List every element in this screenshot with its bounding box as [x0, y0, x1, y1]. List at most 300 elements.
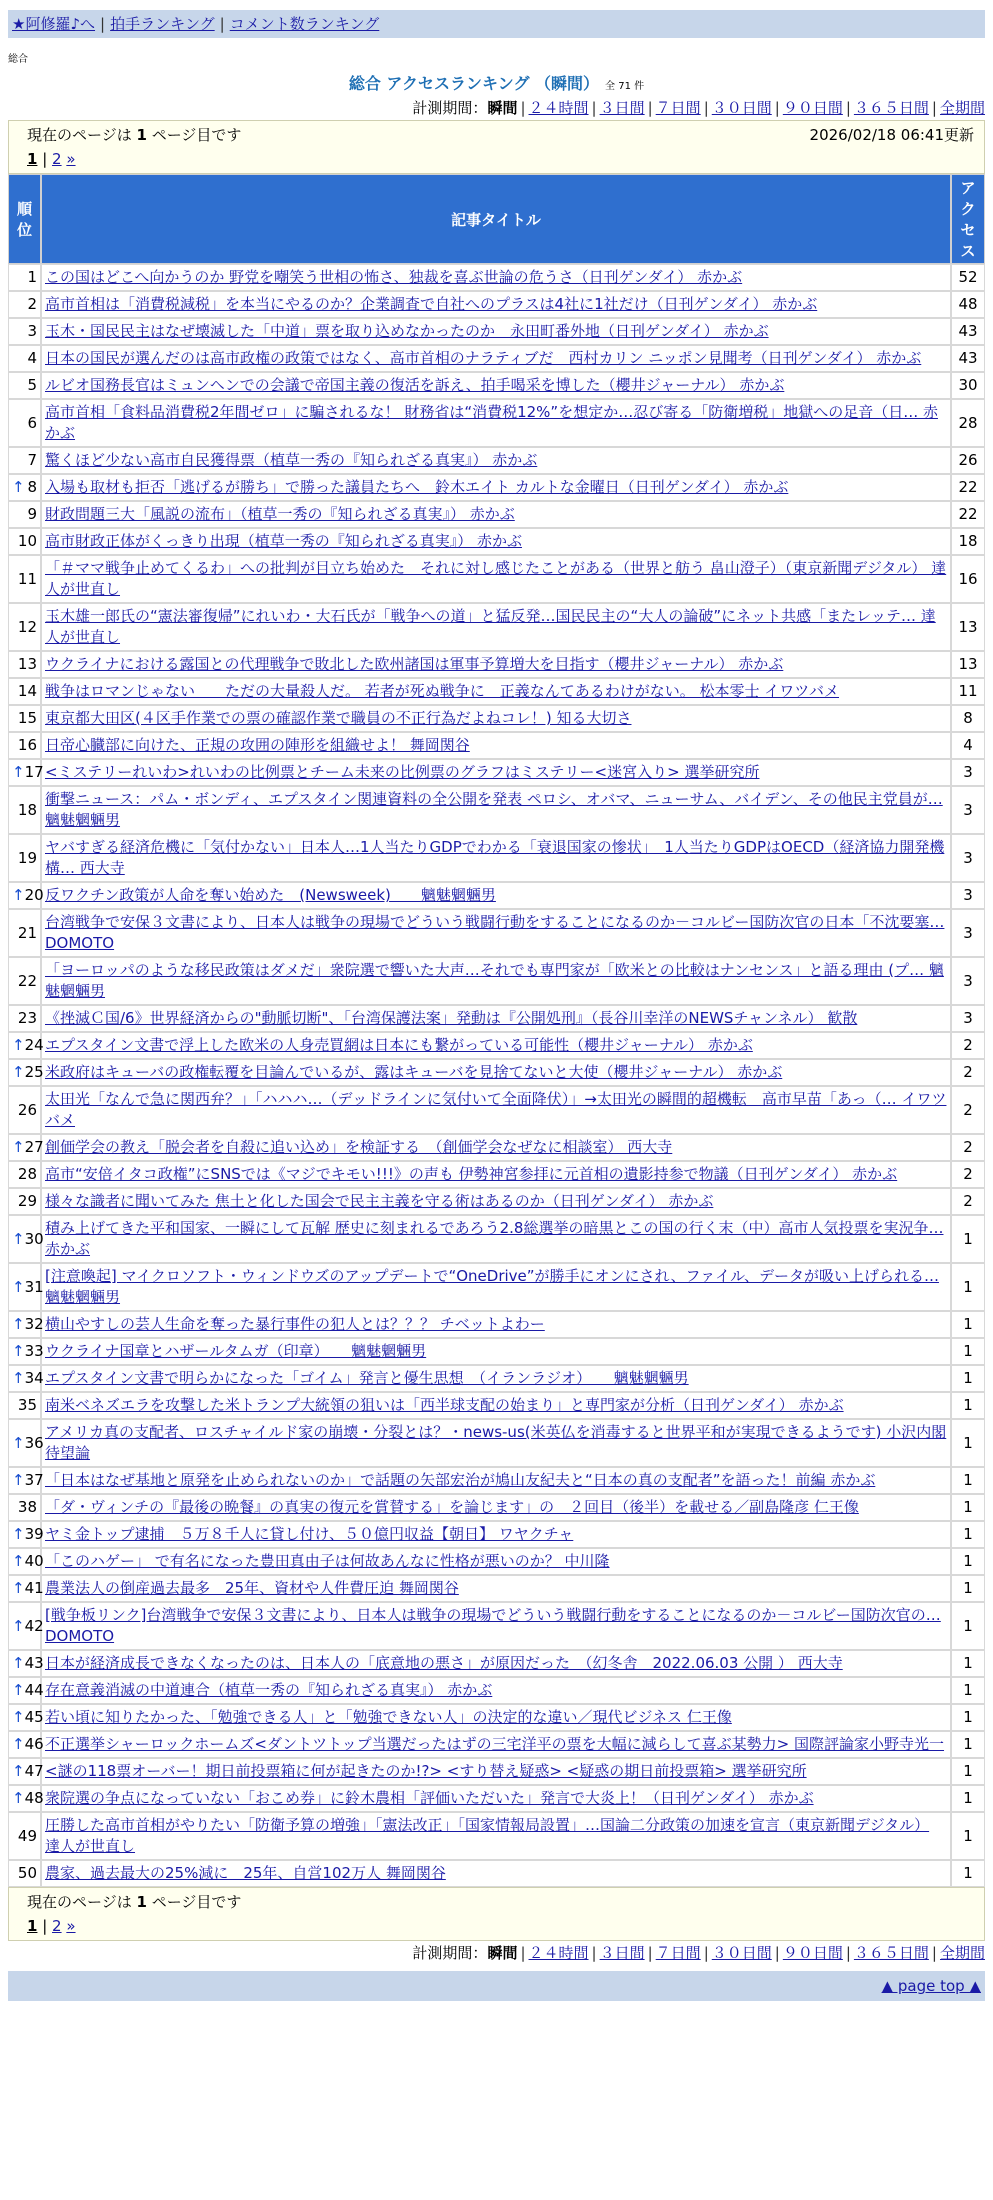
rank-number: 21 [17, 923, 37, 942]
period-option[interactable]: 全期間 [939, 99, 985, 117]
table-row [8, 705, 985, 732]
article-link[interactable]: [注意喚起] マイクロソフト・ウィンドウズのアップデートで“OneDrive”が勝手にオンにされ、ファイル、データが吸い上げられる… 魑魅魍魎男 [45, 1267, 939, 1306]
rank-up-arrow-icon: ↑ [12, 1277, 25, 1296]
access-count: 22 [951, 501, 985, 528]
article-link[interactable]: 「このハゲー」 で有名になった豊田真由子は何故あんなに性格が悪いのか？ 中川隆 [45, 1552, 610, 1570]
rank-cell [8, 1086, 41, 1134]
article-link[interactable]: ヤミ金トップ逮捕 ５万８千人に貸し付け、５０億円収益【朝日】 ワヤクチャ [45, 1525, 574, 1543]
access-count: 2 [951, 1059, 985, 1086]
period-separator: | [703, 99, 709, 117]
rank-cell [8, 957, 41, 1005]
period-option: 瞬間 [487, 1944, 518, 1962]
period-option[interactable]: ３６５日間 [853, 1944, 929, 1962]
rank-number: 38 [17, 1498, 37, 1516]
article-link[interactable]: 存在意義消滅の中道連合（植草一秀の『知られざる真実』） 赤かぶ [45, 1681, 493, 1699]
updated-time: 2026/02/18 06:41更新 [809, 126, 974, 144]
rank-cell [8, 555, 41, 603]
article-link[interactable]: 《挫滅Ｃ国/6》世界経済からの"動脈切断"、「台湾保護法案」発動は『公開処刑』（長谷川幸洋のNEWSチャンネル） 歓散 [45, 1009, 858, 1027]
rank-number: 35 [17, 1396, 37, 1414]
title-cell [41, 1086, 951, 1134]
rank-number: 39 [24, 1525, 44, 1543]
title-cell [41, 882, 951, 909]
title-cell [41, 1812, 951, 1860]
period-option[interactable]: ７日間 [655, 1944, 701, 1962]
title-cell [41, 759, 951, 786]
table-row [8, 759, 985, 786]
table-row [8, 1188, 985, 1215]
table-row [8, 1032, 985, 1059]
rank-cell [8, 1005, 41, 1032]
title-cell [41, 264, 951, 291]
article-link[interactable]: 日本が経済成長できなくなったのは、日本人の「底意地の悪さ」が原因だった （幻冬舎 2022.06.03 公開 ） 西大寺 [45, 1654, 843, 1672]
title-cell [41, 678, 951, 705]
next-page-link[interactable]: » [66, 1917, 76, 1935]
rank-cell [8, 651, 41, 678]
title-cell [41, 1215, 951, 1263]
rank-cell [8, 1032, 44, 1059]
article-link[interactable]: この国はどこへ向かうのか 野党を嘲笑う世相の怖さ、独裁を喜ぶ世論の危うさ（日刊ゲンダイ） 赤かぶ [45, 268, 743, 286]
article-link[interactable]: 太田光「なんで急に関西弁？」「ハハハ…（デッドラインに気付いて全面降伏）」→太田光の瞬間的超機転 高市早苗「あっ（… イワツバメ [45, 1090, 947, 1129]
period-option[interactable]: ２４時間 [528, 99, 589, 117]
rank-number: 42 [24, 1616, 44, 1635]
page-link-2[interactable]: 2 [52, 150, 62, 168]
access-count: 1 [951, 1860, 985, 1887]
rank-up-arrow-icon: ↑ [12, 1552, 25, 1570]
period-label: 計測期間： [412, 99, 488, 117]
article-link[interactable]: 衝撃ニュース：パム・ボンディ、エプスタイン関連資料の全公開を発表 ペロシ、オバマ、ニューサム、バイデン、その他民主党員が… 魑魅魍魎男 [45, 790, 943, 829]
access-count: 8 [951, 705, 985, 732]
article-link[interactable]: <謎の118票オーバー！期日前投票箱に何が起きたのか!?> <すり替え疑惑> <疑惑の期日前投票箱> 選挙研究所 [45, 1762, 807, 1780]
rank-cell [8, 732, 41, 759]
table-row [8, 1419, 985, 1467]
title-cell [41, 732, 951, 759]
access-count: 1 [951, 1704, 985, 1731]
rank-number: 31 [24, 1277, 44, 1296]
period-label: 計測期間： [412, 1944, 488, 1962]
title-cell [41, 1311, 951, 1338]
period-option[interactable]: ２４時間 [528, 1944, 589, 1962]
rank-number: 26 [17, 1100, 37, 1119]
title-cell [41, 399, 951, 447]
table-row [8, 882, 985, 909]
title-cell [41, 555, 951, 603]
rank-cell [8, 759, 44, 786]
rank-number: 30 [24, 1229, 44, 1248]
rank-cell [8, 1521, 44, 1548]
table-row [8, 1215, 985, 1263]
rank-cell [8, 345, 41, 372]
table-row [8, 651, 985, 678]
access-count: 3 [951, 1005, 985, 1032]
title-cell [41, 318, 951, 345]
table-row [8, 1086, 985, 1134]
rank-number: 10 [17, 532, 37, 550]
article-link[interactable]: 玉木雄一郎氏の“憲法審復帰”にれいわ・大石氏が「戦争への道」と猛反発…国民民主の“大人の論破”にネット共感「またレッテ… 達人が世直し [45, 607, 936, 646]
rank-number: 5 [27, 376, 37, 394]
table-row [8, 786, 985, 834]
table-row [8, 447, 985, 474]
title-cell [41, 1860, 951, 1887]
rank-up-arrow-icon: ↑ [12, 1654, 25, 1672]
title-cell [41, 1338, 951, 1365]
period-separator: | [647, 1944, 653, 1962]
period-option[interactable]: ３０日間 [711, 99, 772, 117]
table-row [8, 1650, 985, 1677]
page-info-bottom [8, 1887, 985, 1941]
rank-cell [8, 1758, 44, 1785]
table-row [8, 1521, 985, 1548]
rank-number: 4 [27, 349, 37, 367]
ranking-table [8, 174, 985, 1887]
page-status: 現在のページは 1 ページ目です [27, 1893, 242, 1911]
title-cell [41, 1263, 951, 1311]
rank-cell [8, 1677, 44, 1704]
rank-up-arrow-icon: ↑ [12, 1525, 25, 1543]
title-cell [41, 1704, 951, 1731]
page-title: 総合 アクセスランキング （瞬間） [348, 74, 600, 93]
period-option[interactable]: ９０日間 [782, 1944, 843, 1962]
title-cell [41, 1758, 951, 1785]
article-link[interactable]: ウクライナ国章とハザールタムガ（印章） 魑魅魍魎男 [45, 1342, 427, 1360]
total-count: 全 71 件 [605, 81, 645, 92]
rank-number: 24 [24, 1036, 44, 1054]
article-link[interactable]: 「ダ・ヴィンチの『最後の晩餐』の真実の復元を賞賛する」を論じます」の ２回目（後半）を載せる／副島隆彦 仁王像 [45, 1498, 859, 1516]
title-cell [41, 834, 951, 882]
rank-cell [8, 1161, 41, 1188]
rank-number: 20 [24, 886, 44, 904]
table-row [8, 555, 985, 603]
article-link[interactable]: 高市首相は「消費税減税」を本当にやるのか？企業調査で自社へのプラスは4社に1社だけ（日刊ゲンダイ） 赤かぶ [45, 295, 818, 313]
home-link[interactable]: ★阿修羅♪へ [12, 15, 96, 33]
rank-cell [8, 705, 41, 732]
rank-number: 8 [27, 478, 37, 496]
table-row [8, 1161, 985, 1188]
rank-cell [8, 1134, 44, 1161]
access-count: 1 [951, 1311, 985, 1338]
rank-number: 15 [17, 709, 37, 727]
table-row [8, 1263, 985, 1311]
access-count: 1 [951, 1548, 985, 1575]
article-link[interactable]: 農業法人の倒産過去最多 25年、資材や人件費圧迫 舞岡関谷 [45, 1579, 459, 1597]
access-count: 30 [951, 372, 985, 399]
article-link[interactable]: 玉木・国民民主はなぜ壊滅した「中道」票を取り込めなかったのか 永田町番外地（日刊ゲンダイ） 赤かぶ [45, 322, 769, 340]
pagination-top: 1 | 2 » [27, 150, 76, 168]
table-row [8, 501, 985, 528]
article-link[interactable]: 不正選挙シャーロックホームズ<ダントツトップ当選だったはずの三宅洋平の票を大幅に減らして喜ぶ某勢力> 国際評論家小野寺光一 [45, 1735, 945, 1753]
rank-number: 11 [17, 569, 37, 588]
rank-number: 32 [24, 1315, 44, 1333]
top-nav-bar [8, 10, 985, 38]
rank-cell [8, 1188, 41, 1215]
title-cell [41, 1467, 951, 1494]
access-count: 1 [951, 1365, 985, 1392]
table-row [8, 957, 985, 1005]
rank-number: 28 [17, 1165, 37, 1183]
rank-up-arrow-icon: ↑ [12, 1471, 25, 1489]
article-link[interactable]: 高市財政正体がくっきり出現（植草一秀の『知られざる真実』） 赤かぶ [45, 532, 522, 550]
article-link[interactable]: 衆院選の争点になっていない「おこめ券」に鈴木農相「評価いただいた」発言で大炎上！（日刊ゲンダイ） 赤かぶ [45, 1789, 814, 1807]
article-link[interactable]: 若い頃に知りたかった、「勉強できる人」と「勉強できない人」の決定的な違い／現代ビジネス 仁王像 [45, 1708, 732, 1726]
page-link-2[interactable]: 2 [52, 1917, 62, 1935]
title-cell [41, 1032, 951, 1059]
title-cell [41, 528, 951, 555]
article-link[interactable]: 横山やすしの芸人生命を奪った暴行事件の犯人とは？？？ チベットよわー [45, 1315, 545, 1333]
period-option[interactable]: ３日間 [599, 99, 645, 117]
rank-cell [8, 1059, 44, 1086]
article-link[interactable]: 台湾戦争で安保３文書により、日本人は戦争の現場でどういう戦闘行動をすることになるのか－コルビー国防次官の日本「不沈要塞… DOMOTO [45, 913, 945, 952]
table-row [8, 603, 985, 651]
rank-number: 33 [24, 1342, 44, 1360]
title-cell [41, 1650, 951, 1677]
title-cell [41, 1059, 951, 1086]
article-link[interactable]: 様々な識者に聞いてみた 焦土と化した国会で民主主義を守る術はあるのか（日刊ゲンダイ） 赤かぶ [45, 1192, 714, 1210]
article-link[interactable]: 日本の国民が選んだのは高市政権の政策ではなく、高市首相のナラティブだ 西村カリン ニッポン見聞考（日刊ゲンダイ） 赤かぶ [45, 349, 922, 367]
table-row [8, 1731, 985, 1758]
page-top-link[interactable]: ▲ page top ▲ [881, 1977, 981, 1995]
article-link[interactable]: エプスタイン文書で浮上した欧米の人身売買網は日本にも繋がっている可能性（櫻井ジャーナル） 赤かぶ [45, 1036, 753, 1054]
title-cell [41, 474, 951, 501]
table-row [8, 264, 985, 291]
rank-cell [8, 1575, 44, 1602]
table-row [8, 1338, 985, 1365]
access-count: 1 [951, 1575, 985, 1602]
pagination-bottom: 1 | 2 » [27, 1917, 76, 1935]
rank-number: 47 [24, 1762, 44, 1780]
article-link[interactable]: 財政問題三大「風説の流布」（植草一秀の『知られざる真実』） 赤かぶ [45, 505, 515, 523]
access-count: 43 [951, 345, 985, 372]
period-option[interactable]: ３日間 [599, 1944, 645, 1962]
period-option: 瞬間 [487, 99, 518, 117]
rank-up-arrow-icon: ↑ [12, 763, 25, 781]
access-count: 16 [951, 555, 985, 603]
rank-number: 29 [17, 1192, 37, 1210]
article-link[interactable]: 積み上げてきた平和国家、一瞬にして瓦解 歴史に刻まれるであろう2.8総選挙の暗黒とこの国の行く末（中）高市人気投票を実況争… 赤かぶ [45, 1219, 944, 1258]
rank-cell [8, 882, 44, 909]
article-link[interactable]: 高市“安倍イタコ政権”にSNSでは《マジでキモい!!!》の声も 伊勢神宮参拝に元首相の遺影持参で物議（日刊ゲンダイ） 赤かぶ [45, 1165, 898, 1183]
rank-number: 13 [17, 655, 37, 673]
rank-up-arrow-icon: ↑ [12, 1063, 25, 1081]
access-count: 28 [951, 399, 985, 447]
table-row [8, 474, 985, 501]
title-cell [41, 1365, 951, 1392]
period-separator: | [774, 1944, 780, 1962]
article-link[interactable]: 米政府はキューバの政権転覆を目論んでいるが、露はキューバを見捨てないと大使（櫻井ジャーナル） 赤かぶ [45, 1063, 783, 1081]
comment-ranking-link[interactable]: コメント数ランキング [229, 15, 380, 33]
table-row [8, 732, 985, 759]
access-count: 1 [951, 1215, 985, 1263]
title-cell [41, 372, 951, 399]
title-cell [41, 1005, 951, 1032]
rank-up-arrow-icon: ↑ [12, 1342, 25, 1360]
rank-cell [8, 1731, 44, 1758]
rank-cell [8, 603, 41, 651]
rank-number: 17 [24, 763, 44, 781]
rank-cell [8, 447, 41, 474]
title-cell [41, 1188, 951, 1215]
article-link[interactable]: 反ワクチン政策が人命を奪い始めた (Newsweek) 魑魅魍魎男 [45, 886, 496, 904]
rank-cell [8, 1602, 44, 1650]
rank-cell [8, 528, 41, 555]
article-link[interactable]: ヤバすぎる経済危機に「気付かない」日本人…1人当たりGDPでわかる「衰退国家の惨状」 1人当たりGDPはOECD（経済協力開発機構… 西大寺 [45, 838, 945, 877]
article-link[interactable]: 日帝心臓部に向けた、正規の攻囲の陣形を組織せよ！ 舞岡関谷 [45, 736, 470, 754]
period-option[interactable]: ７日間 [655, 99, 701, 117]
rank-number: 6 [27, 413, 37, 432]
access-count: 13 [951, 651, 985, 678]
access-count: 1 [951, 1392, 985, 1419]
rank-number: 7 [27, 451, 37, 469]
bottom-bar [8, 1971, 985, 2001]
rank-number: 48 [24, 1789, 44, 1807]
rank-cell [8, 501, 41, 528]
title-cell [41, 1521, 951, 1548]
access-header: アクセス [951, 174, 985, 264]
rank-cell [8, 1704, 44, 1731]
rank-number: 34 [24, 1369, 44, 1387]
access-count: 1 [951, 1812, 985, 1860]
rank-number: 49 [17, 1826, 37, 1845]
rank-number: 37 [24, 1471, 44, 1489]
article-link[interactable]: 驚くほど少ない高市自民獲得票（植草一秀の『知られざる真実』） 赤かぶ [45, 451, 538, 469]
period-separator: | [591, 99, 597, 117]
table-row [8, 1392, 985, 1419]
article-link[interactable]: エプスタイン文書で明らかになった「ゴイム」発言と優生思想 （イランラジオ） 魑魅魍魎男 [45, 1369, 689, 1387]
rank-number: 12 [17, 617, 37, 636]
access-count: 52 [951, 264, 985, 291]
period-separator: | [703, 1944, 709, 1962]
rank-number: 1 [27, 268, 37, 286]
period-separator: | [520, 1944, 526, 1962]
table-row [8, 1548, 985, 1575]
rank-cell [8, 1812, 41, 1860]
rank-number: 2 [27, 295, 37, 313]
rank-cell [8, 1392, 41, 1419]
article-link[interactable]: 入場も取材も拒否「逃げるが勝ち」で勝った議員たちへ 鈴木エイト カルトな金曜日（日刊ゲンダイ） 赤かぶ [45, 478, 789, 496]
nav-separator: | [219, 15, 225, 33]
table-row [8, 399, 985, 447]
article-link[interactable]: 南米ベネズエラを攻撃した米トランプ大統領の狙いは「西半球支配の始まり」と専門家が分析（日刊ゲンダイ） 赤かぶ [45, 1396, 844, 1414]
current-page: 1 [27, 150, 38, 168]
table-row [8, 1602, 985, 1650]
table-row [8, 1005, 985, 1032]
access-count: 1 [951, 1785, 985, 1812]
rank-cell [8, 1494, 41, 1521]
table-row [8, 372, 985, 399]
article-link[interactable]: 「＃ママ戦争止めてくるわ」への批判が目立ち始めた それに対し感じたことがある（世界と舫う 畠山澄子）（東京新聞デジタル） 達人が世直し [45, 559, 947, 598]
table-row [8, 291, 985, 318]
access-count: 1 [951, 1731, 985, 1758]
article-link[interactable]: 農家、過去最大の25%減に 25年、自営102万人 舞岡関谷 [45, 1864, 446, 1882]
access-count: 1 [951, 1494, 985, 1521]
table-row [8, 1677, 985, 1704]
access-count: 2 [951, 1086, 985, 1134]
period-option[interactable]: ３０日間 [711, 1944, 772, 1962]
table-row [8, 1059, 985, 1086]
table-row [8, 528, 985, 555]
table-row [8, 1134, 985, 1161]
access-count: 3 [951, 834, 985, 882]
title-cell [41, 1161, 951, 1188]
article-link[interactable]: 「ヨーロッパのような移民政策はダメだ」衆院選で響いた大声…それでも専門家が「欧米との比較はナンセンス」と語る理由 (プ… 魑魅魍魎男 [45, 961, 944, 1000]
article-link[interactable]: <ミステリーれいわ>れいわの比例票とチーム未来の比例票のグラフはミステリー<迷宮入り> 選挙研究所 [45, 763, 760, 781]
title-cell [41, 1785, 951, 1812]
rank-up-arrow-icon: ↑ [12, 478, 25, 496]
rank-number: 19 [17, 848, 37, 867]
article-link[interactable]: 戦争はロマンじゃない ただの大量殺人だ。 若者が死ぬ戦争に 正義なんてあるわけがない。 松本零士 イワツバメ [45, 682, 840, 700]
article-link[interactable]: 創価学会の教え「脱会者を自殺に追い込め」を検証する （創価学会なぜなに相談室） 西大寺 [45, 1138, 673, 1156]
period-option[interactable]: 全期間 [939, 1944, 985, 1962]
article-link[interactable]: ウクライナにおける露国との代理戦争で敗北した欧州諸国は軍事予算増大を目指す（櫻井ジャーナル） 赤かぶ [45, 655, 784, 673]
table-row [8, 678, 985, 705]
rank-header: 順位 [8, 174, 41, 264]
rank-number: 50 [17, 1864, 37, 1882]
nav-separator: | [100, 15, 106, 33]
next-page-link[interactable]: » [66, 150, 76, 168]
access-count: 3 [951, 786, 985, 834]
access-count: 1 [951, 1650, 985, 1677]
title-cell [41, 1494, 951, 1521]
rank-cell [8, 1365, 44, 1392]
table-row [8, 1365, 985, 1392]
clap-ranking-link[interactable]: 拍手ランキング [110, 15, 215, 33]
access-count: 26 [951, 447, 985, 474]
access-count: 2 [951, 1161, 985, 1188]
access-count: 1 [951, 1758, 985, 1785]
period-option[interactable]: ９０日間 [782, 99, 843, 117]
access-count: 3 [951, 759, 985, 786]
rank-up-arrow-icon: ↑ [12, 1735, 25, 1753]
table-row [8, 318, 985, 345]
page-status: 現在のページは 1 ページ目です [27, 126, 242, 144]
rank-up-arrow-icon: ↑ [12, 1579, 25, 1597]
table-row [8, 1467, 985, 1494]
table-row [8, 1860, 985, 1887]
title-header: 記事タイトル [41, 174, 951, 264]
period-option[interactable]: ３６５日間 [853, 99, 929, 117]
rank-cell [8, 474, 41, 501]
title-cell [41, 501, 951, 528]
rank-number: 25 [24, 1063, 44, 1081]
article-link[interactable]: [戦争板リンク]台湾戦争で安保３文書により、日本人は戦争の現場でどういう戦闘行動をすることになるのか－コルビー国防次官の… DOMOTO [45, 1606, 941, 1645]
access-count: 48 [951, 291, 985, 318]
title-cell [41, 1392, 951, 1419]
title-cell [41, 651, 951, 678]
page-info-top [8, 120, 985, 174]
title-cell [41, 1419, 951, 1467]
period-separator: | [591, 1944, 597, 1962]
rank-cell [8, 318, 41, 345]
article-link[interactable]: ルビオ国務長官はミュンヘンでの会議で帝国主義の復活を訴え、拍手喝采を博した（櫻井ジャーナル） 赤かぶ [45, 376, 785, 394]
article-link[interactable]: 東京都大田区(４区手作業での票の確認作業で職員の不正行為だよねコレ！) 知る大切さ [45, 709, 632, 727]
rank-number: 46 [24, 1735, 44, 1753]
article-link[interactable]: 高市首相「食料品消費税2年間ゼロ」に騙されるな！ 財務省は“消費税12%”を想定か…忍び寄る「防衛増税」地獄への足音（日… 赤かぶ [45, 403, 938, 442]
title-cell [41, 909, 951, 957]
rank-cell [8, 1215, 44, 1263]
article-link[interactable]: アメリカ真の支配者、ロスチャイルド家の崩壊・分裂とは？・news-us(米英仏を消毒すると世界平和が実現できるようです) 小沢内閣待望論 [45, 1423, 947, 1462]
article-link[interactable]: 「日本はなぜ基地と原発を止められないのか」で話題の矢部宏治が鳩山友紀夫と“日本の真の支配者”を語った！前編 赤かぶ [45, 1471, 876, 1489]
article-link[interactable]: 圧勝した高市首相がやりたい「防衛予算の増強」「憲法改正」「国家情報局設置」…国論二分政策の加速を宣言（東京新聞デジタル） 達人が世直し [45, 1816, 930, 1855]
access-count: 11 [951, 678, 985, 705]
rank-number: 9 [27, 505, 37, 523]
rank-number: 18 [17, 800, 37, 819]
rank-cell [8, 1263, 44, 1311]
period-separator: | [520, 99, 526, 117]
category-label: 総合 [8, 54, 28, 65]
current-page: 1 [27, 1917, 38, 1935]
period-selector-bottom [0, 1941, 985, 1965]
ranking-title-line [0, 72, 993, 96]
table-row [8, 1575, 985, 1602]
access-count: 22 [951, 474, 985, 501]
